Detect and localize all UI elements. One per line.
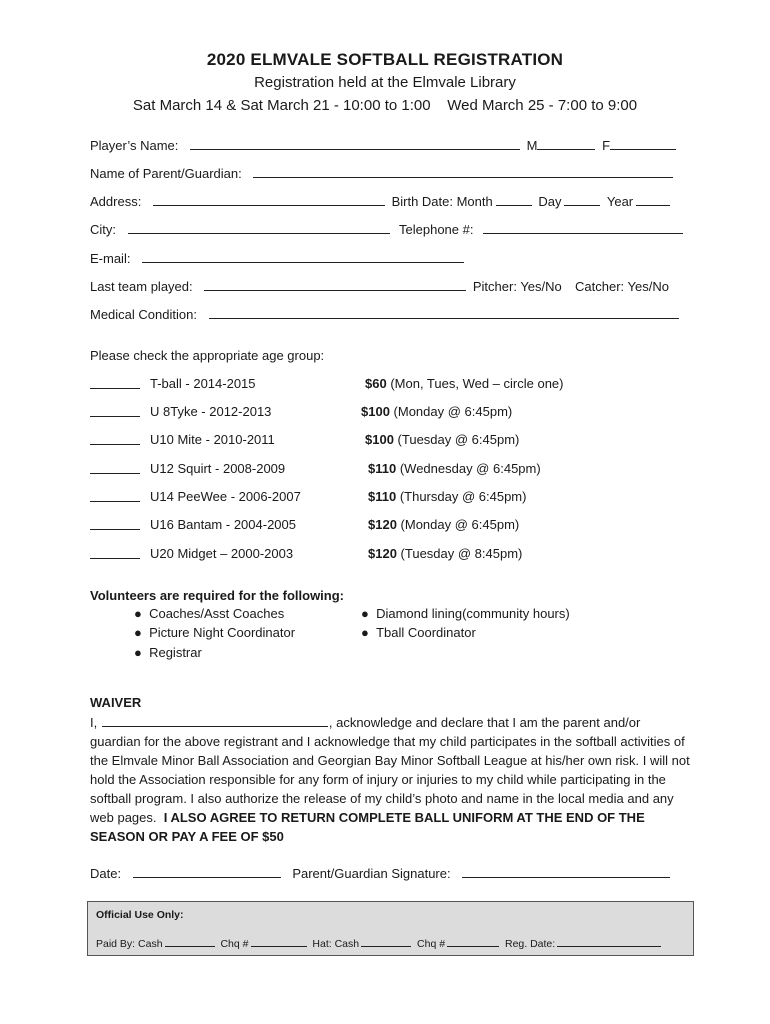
gender-f-label: F — [602, 138, 611, 153]
gender-m-field[interactable] — [537, 137, 595, 150]
volunteers-heading: Volunteers are required for the following: — [90, 588, 345, 603]
age-group-row — [90, 517, 520, 533]
age-group-checkbox[interactable] — [90, 489, 140, 502]
pitcher-label: Pitcher: Yes/No — [472, 279, 562, 294]
email-label: E-mail: — [90, 251, 131, 266]
age-group-checkbox[interactable] — [90, 546, 140, 559]
email-row — [90, 250, 467, 266]
waiver-prefix: I, — [90, 715, 98, 730]
age-group-price-line — [365, 432, 519, 447]
telephone-field[interactable] — [483, 221, 683, 234]
last-team-label: Last team played: — [90, 279, 193, 294]
chq-label: Chq # — [220, 938, 249, 950]
age-group-price: $100 — [365, 432, 394, 447]
official-use-box — [87, 901, 694, 956]
registration-dates: Sat March 14 & Sat March 21 - 10:00 to 1:00 Wed March 25 - 7:00 to 9:00 — [132, 97, 638, 114]
waiver-text — [90, 713, 690, 846]
medical-label: Medical Condition: — [90, 307, 197, 322]
age-group-price-line — [368, 489, 526, 504]
medical-field[interactable] — [209, 306, 679, 319]
birth-year-label: Year — [606, 194, 634, 209]
age-group-label: U20 Midget – 2000-2003 — [150, 546, 294, 561]
reg-date-label: Reg. Date: — [504, 938, 556, 950]
city-row — [90, 221, 686, 237]
date-field[interactable] — [133, 865, 281, 878]
waiver-name-field[interactable] — [102, 714, 328, 727]
age-group-label: U10 Mite - 2010-2011 — [150, 432, 275, 447]
chq-field[interactable] — [251, 936, 307, 947]
gender-f-field[interactable] — [610, 137, 676, 150]
parent-signature-label: Parent/Guardian Signature: — [292, 866, 451, 881]
volunteer-label: Picture Night Coordinator — [149, 625, 296, 640]
age-group-detail: (Monday @ 6:45pm) — [400, 517, 520, 532]
age-group-label: T-ball - 2014-2015 — [150, 376, 256, 391]
address-row — [90, 193, 673, 209]
signature-row — [90, 865, 673, 881]
age-group-row — [90, 546, 523, 562]
age-group-checkbox[interactable] — [90, 376, 140, 389]
volunteer-item: ● Picture Night Coordinator — [134, 625, 296, 640]
volunteer-label: Coaches/Asst Coaches — [149, 606, 285, 621]
volunteer-label: Diamond lining(community hours) — [376, 606, 570, 621]
age-group-row — [90, 404, 513, 420]
age-group-checkbox[interactable] — [90, 461, 140, 474]
age-group-checkbox[interactable] — [90, 404, 140, 417]
age-group-row — [90, 489, 527, 505]
hat-chq-field[interactable] — [447, 936, 499, 947]
waiver-body: , acknowledge and declare that I am the parent and/or guardian for the above registrant and I acknowledge that my child participates in the softball activities of the Elmvale Minor Ball Association and Georgian Bay Minor Softball League at his/her own risk. I will not hold the Association responsible for any form of injury or injuries to my child while participating in the softball program. I also authorize the release of my child’s photo and name in the local media and any web pages. — [90, 715, 690, 825]
city-label: City: — [90, 222, 116, 237]
parent-signature-field[interactable] — [462, 865, 670, 878]
age-group-price: $100 — [361, 404, 390, 419]
age-group-row — [90, 376, 564, 392]
volunteer-item: ● Tball Coordinator — [361, 625, 476, 640]
age-group-checkbox[interactable] — [90, 432, 140, 445]
waiver-uniform-notice: I ALSO AGREE TO RETURN COMPLETE BALL UNIFORM AT THE END OF THE SEASON OR PAY A FEE OF $50 — [90, 810, 645, 844]
address-field[interactable] — [153, 193, 385, 206]
age-group-detail: (Thursday @ 6:45pm) — [399, 489, 527, 504]
age-group-row — [90, 432, 520, 448]
birth-year-field[interactable] — [636, 193, 670, 206]
reg-date-field[interactable] — [557, 936, 661, 947]
player-name-label: Player’s Name: — [90, 138, 179, 153]
city-field[interactable] — [128, 221, 390, 234]
volunteer-label: Registrar — [149, 645, 202, 660]
volunteer-item: ● Registrar — [134, 645, 202, 660]
age-group-price: $120 — [368, 546, 397, 561]
birth-month-field[interactable] — [496, 193, 532, 206]
birth-day-field[interactable] — [564, 193, 600, 206]
age-group-detail: (Tuesday @ 8:45pm) — [400, 546, 523, 561]
age-group-label: U 8Tyke - 2012-2013 — [150, 404, 272, 419]
telephone-label: Telephone #: — [399, 222, 474, 237]
email-field[interactable] — [142, 250, 464, 263]
last-team-row — [90, 278, 669, 294]
age-group-checkbox[interactable] — [90, 517, 140, 530]
medical-row — [90, 306, 682, 322]
volunteer-item: ● Coaches/Asst Coaches — [134, 606, 285, 621]
age-group-heading: Please check the appropriate age group: — [90, 348, 325, 363]
age-group-detail: (Mon, Tues, Wed – circle one) — [390, 376, 564, 391]
parent-name-row — [90, 165, 676, 181]
date-label: Date: — [90, 866, 122, 881]
age-group-price-line — [368, 546, 522, 561]
player-name-field[interactable] — [190, 137, 520, 150]
gender-m-label: M — [526, 138, 538, 153]
parent-name-label: Name of Parent/Guardian: — [90, 166, 242, 181]
age-group-price-line — [361, 404, 512, 419]
paid-by-cash-label: Paid By: Cash — [96, 938, 163, 950]
volunteer-label: Tball Coordinator — [376, 625, 476, 640]
waiver-heading: WAIVER — [90, 695, 142, 710]
catcher-label: Catcher: Yes/No — [575, 279, 669, 294]
birth-day-label: Day — [538, 194, 562, 209]
age-group-label: U12 Squirt - 2008-2009 — [150, 461, 286, 476]
age-group-price: $110 — [368, 461, 397, 476]
address-label: Address: — [90, 194, 142, 209]
age-group-label: U14 PeeWee - 2006-2007 — [150, 489, 301, 504]
volunteer-item: ● Diamond lining(community hours) — [361, 606, 570, 621]
form-title: 2020 ELMVALE SOFTBALL REGISTRATION — [206, 50, 564, 69]
age-group-price: $60 — [365, 376, 387, 391]
age-group-price: $110 — [368, 489, 397, 504]
hat-cash-field[interactable] — [361, 936, 411, 947]
age-group-detail: (Wednesday @ 6:45pm) — [399, 461, 541, 476]
birth-month-label: Birth Date: Month — [391, 194, 493, 209]
age-group-price: $120 — [368, 517, 397, 532]
age-group-row — [90, 461, 541, 477]
hat-chq-label: Chq # — [417, 938, 446, 950]
player-name-row — [90, 137, 679, 153]
parent-name-field[interactable] — [253, 165, 673, 178]
official-use-row — [96, 936, 664, 950]
age-group-price-line — [365, 376, 564, 391]
age-group-price-line — [368, 461, 541, 476]
paid-cash-field[interactable] — [165, 936, 215, 947]
official-use-heading: Official Use Only: — [96, 909, 184, 921]
age-group-detail: (Tuesday @ 6:45pm) — [397, 432, 520, 447]
last-team-field[interactable] — [204, 278, 466, 291]
age-group-price-line — [368, 517, 519, 532]
age-group-label: U16 Bantam - 2004-2005 — [150, 517, 296, 532]
age-group-detail: (Monday @ 6:45pm) — [393, 404, 513, 419]
registration-location: Registration held at the Elmvale Library — [254, 74, 516, 91]
hat-cash-label: Hat: Cash — [312, 938, 360, 950]
